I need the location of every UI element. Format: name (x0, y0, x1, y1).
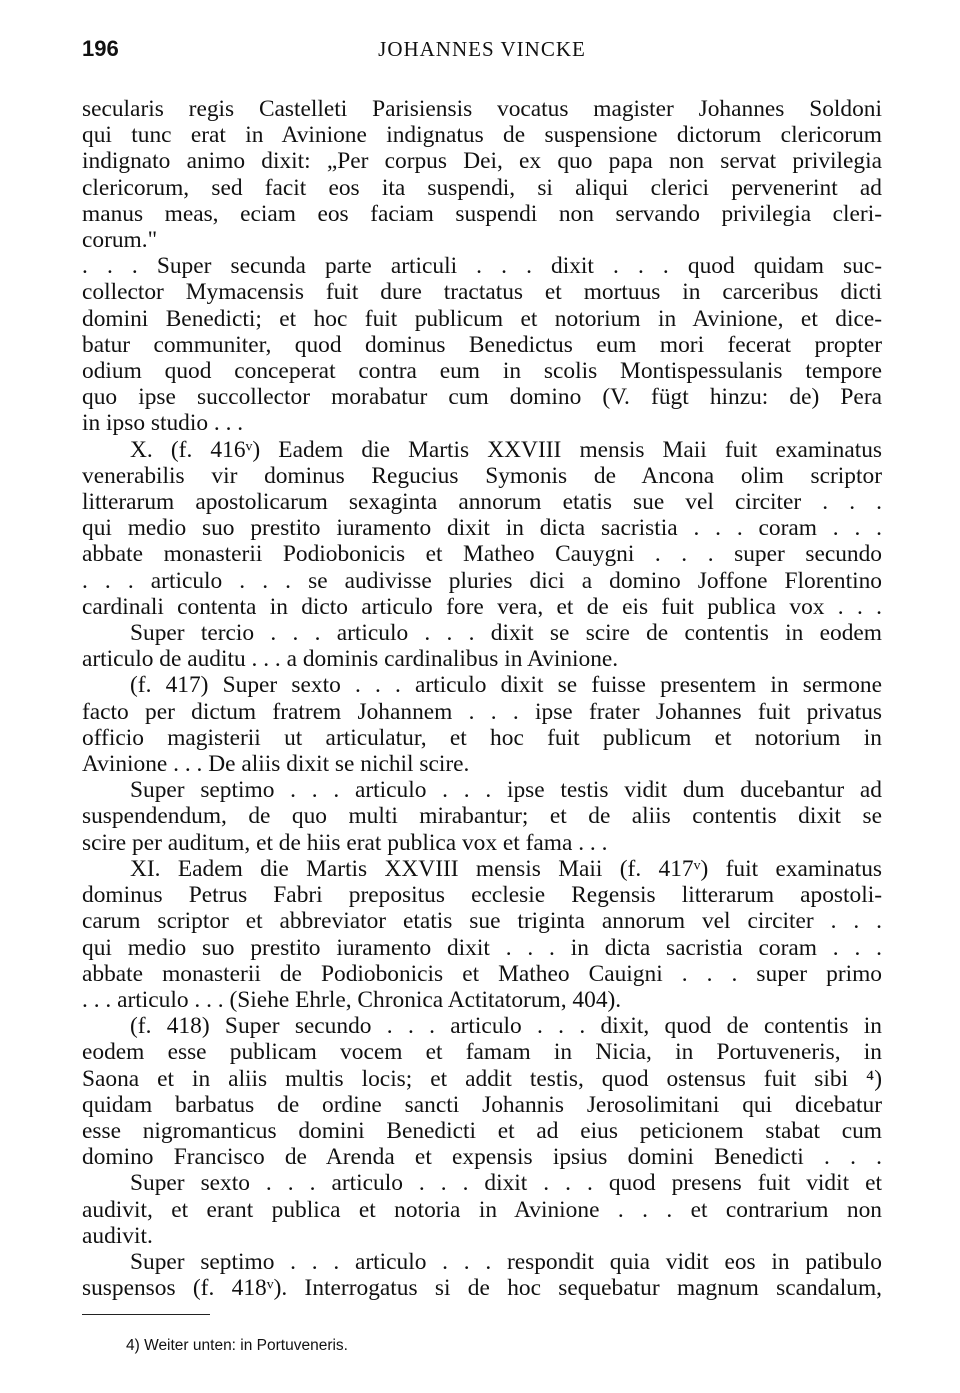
text-line: odium quod conceperat contra eum in scolis Montispessulanis tempore (82, 358, 882, 385)
text-line: eodem esse publicam vocem et famam in Nicia, in Portuveneris, in (82, 1039, 882, 1066)
text-line: abbate monasterii de Podiobonicis et Matheo Cauigni . . . super primo (82, 960, 882, 987)
text-line: (f. 417) Super sexto . . . articulo dixit se fuisse presentem in sermone (130, 672, 882, 699)
text-line: Super septimo . . . articulo . . . respondit quia vidit eos in patibulo (130, 1248, 882, 1275)
running-title: JOHANNES VINCKE (378, 37, 586, 61)
text-line: dominus Petrus Fabri prepositus ecclesie Regensis litterarum apostoli- (82, 882, 882, 909)
text-line: Saona et in aliis multis locis; et addit testis, quod ostensus fuit sibi ⁴) (82, 1065, 882, 1092)
text-line: audivit, et erant publica et notoria in Avinione . . . et contrarium non (82, 1196, 882, 1223)
page-number: 196 (82, 36, 119, 61)
body-text (82, 96, 882, 1301)
text-line: corum." (82, 227, 158, 254)
text-line: qui medio suo prestito iuramento dixit . . . in dicta sacristia coram . . . (82, 934, 882, 961)
text-line: cardinali contenta in dicto articulo fore vera, et de eis fuit publica vox . . . (82, 593, 882, 620)
footnote: 4) Weiter unten: in Portuveneris. (126, 1337, 348, 1355)
text-line: Avinione . . . De aliis dixit se nichil scire. (82, 751, 470, 778)
text-line: . . . Super secunda parte articuli . . . dixit . . . quod quidam suc- (82, 253, 882, 280)
text-line: manus meas, eciam eos faciam suspendi non servando privilegia cleri- (82, 200, 882, 227)
text-line: facto per dictum fratrem Johannem . . . ipse frater Johannes fuit privatus (82, 698, 882, 725)
page (82, 0, 882, 1355)
text-line: carum scriptor et abbreviator etatis sue triginta annorum vel circiter . . . (82, 908, 882, 935)
text-line: suspendendum, de quo multi mirabantur; et de aliis contentis dixit se (82, 803, 882, 830)
text-line: esse nigromanticus domini Benedicti et ad eius peticionem stabat cum (82, 1117, 882, 1144)
text-line: venerabilis vir dominus Regucius Symonis de Ancona olim scriptor (82, 462, 882, 489)
text-line: . . . articulo . . . se audivisse pluries dici a domino Joffone Florentino (82, 567, 882, 594)
text-line: batur communiter, quod dominus Benedictus eum mori fecerat propter (82, 331, 882, 358)
text-line: suspensos (f. 418ᵛ). Interrogatus si de hoc sequebatur magnum scandalum, (82, 1275, 882, 1302)
text-line: domino Francisco de Arenda et expensis ipsius domini Benedicti . . . (82, 1144, 882, 1171)
text-line: abbate monasterii Podiobonicis et Matheo Cauygni . . . super secundo (82, 541, 882, 568)
text-line: (f. 418) Super secundo . . . articulo . . . dixit, quod de contentis in (130, 1013, 882, 1040)
running-head (82, 36, 882, 96)
text-line: quidam barbatus de ordine sancti Johannis Jerosolimitani qui dicebatur (82, 1091, 882, 1118)
text-line: clericorum, sed facit eos ita suspendi, si aliqui clerici pervenerint ad (82, 174, 882, 201)
text-line: . . . articulo . . . (Siehe Ehrle, Chronica Actitatorum, 404). (82, 986, 622, 1013)
text-line: audivit. (82, 1222, 153, 1249)
footnote-divider (82, 1314, 210, 1315)
text-line: secularis regis Castelleti Parisiensis vocatus magister Johannes Soldoni (82, 96, 882, 122)
text-line: litterarum apostolicarum sexaginta annorum etatis sue vel circiter . . . (82, 489, 882, 516)
text-line: XI. Eadem die Martis XXVIII mensis Maii (f. 417ᵛ) fuit examinatus (130, 855, 882, 882)
text-line: domini Benedicti; et hoc fuit publicum et notorium in Avinione, et dice- (82, 305, 882, 332)
text-line: indignato animo dixit: „Per corpus Dei, ex quo papa non servat privilegia (82, 148, 882, 175)
text-line: in ipso studio . . . (82, 410, 244, 437)
text-line: Super tercio . . . articulo . . . dixit se scire de contentis in eodem (130, 620, 882, 647)
text-line: quo ipse succollector morabatur cum domino (V. fügt hinzu: de) Pera (82, 384, 882, 411)
text-line: officio magisterii ut articulatur, et hoc fuit publicum et notorium in (82, 724, 882, 751)
text-line: qui tunc erat in Avinione indignatus de suspensione dictorum clericorum (82, 122, 882, 149)
text-line: Super septimo . . . articulo . . . ipse testis vidit dum ducebantur ad (130, 777, 882, 804)
text-line: X. (f. 416ᵛ) Eadem die Martis XXVIII mensis Maii fuit examinatus (130, 436, 882, 463)
text-line: scire per auditum, et de hiis erat publica vox et fama . . . (82, 829, 608, 856)
text-line: collector Mymacensis fuit dure tractatus et mortuus in carceribus dicti (82, 279, 882, 306)
text-line: qui medio suo prestito iuramento dixit in dicta sacristia . . . coram . . . (82, 515, 882, 542)
text-line: Super sexto . . . articulo . . . dixit . . . quod presens fuit vidit et (130, 1170, 882, 1197)
text-line: articulo de auditu . . . a dominis cardinalibus in Avinione. (82, 646, 619, 673)
